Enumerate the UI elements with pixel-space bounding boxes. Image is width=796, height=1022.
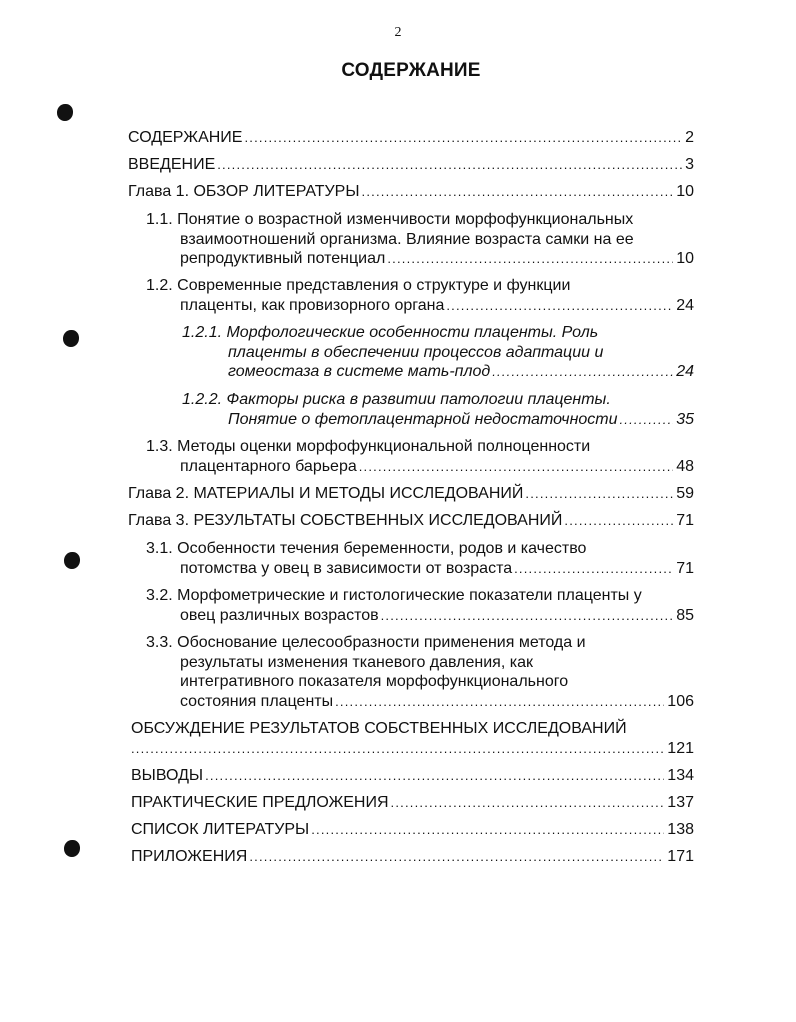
toc-entry-section-3-2[interactable] <box>146 586 694 625</box>
toc-entry-title: ПРИЛОЖЕНИЯ <box>131 848 248 865</box>
toc-entry-title: плаценты, как провизорного органа <box>180 296 445 314</box>
toc-page-number: 138 <box>667 821 694 838</box>
toc-entry-title: ВВЕДЕНИЕ <box>128 156 216 173</box>
toc-entry-practical-proposals[interactable] <box>131 793 694 813</box>
toc-page-number: 10 <box>676 250 694 267</box>
toc-entry-title: потомства у овец в зависимости от возраста <box>180 559 513 577</box>
toc-entry-title: Глава 3. РЕЗУЛЬТАТЫ СОБСТВЕННЫХ ИССЛЕДОВАНИЙ <box>128 512 563 529</box>
toc-page-number: 24 <box>676 296 694 314</box>
dot-leader <box>249 847 664 867</box>
toc-page-number: 2 <box>685 129 694 146</box>
toc-entry-contents[interactable] <box>128 128 694 148</box>
dot-leader <box>514 559 673 579</box>
dot-leader <box>391 793 665 813</box>
toc-entry-line: взаимоотношений организма. Влияние возраста самки на ее <box>180 230 634 248</box>
toc-entry-line: 3.1. Особенности течения беременности, родов и качество <box>146 540 587 557</box>
toc-entry-title: состояния плаценты <box>180 692 334 710</box>
toc-entry-section-1-2-1[interactable] <box>182 323 694 382</box>
punch-hole <box>64 552 80 569</box>
toc-page-number: 48 <box>676 457 694 475</box>
toc-page-number: 10 <box>676 183 694 200</box>
toc-entry-chapter-3[interactable] <box>128 511 694 531</box>
toc-page-number: 3 <box>685 156 694 173</box>
toc-page-number: 85 <box>676 606 694 624</box>
toc-entry-chapter-1[interactable] <box>128 182 694 202</box>
dot-leader <box>217 155 682 175</box>
toc-entry-conclusions[interactable] <box>131 766 694 786</box>
dot-leader <box>446 296 673 316</box>
toc-page-number: 137 <box>667 794 694 811</box>
toc-entry-title: гомеостаза в системе мать-плод <box>228 363 491 380</box>
dot-leader <box>564 511 673 531</box>
toc-entry-title: ПРАКТИЧЕСКИЕ ПРЕДЛОЖЕНИЯ <box>131 794 389 811</box>
toc-entry-line: интегративного показателя морфофункционального <box>180 673 569 690</box>
toc-entry-section-3-3[interactable] <box>146 633 694 711</box>
toc-page-number: 71 <box>676 559 694 577</box>
toc-entry-line: ОБСУЖДЕНИЕ РЕЗУЛЬТАТОВ СОБСТВЕННЫХ ИССЛЕДОВАНИЙ <box>131 720 627 737</box>
dot-leader <box>359 457 673 477</box>
toc-entry-title: Глава 1. ОБЗОР ЛИТЕРАТУРЫ <box>128 183 360 200</box>
toc-entry-title: ВЫВОДЫ <box>131 767 204 784</box>
toc-entry-line: 1.2.1. Морфологические особенности плаценты. Роль <box>182 324 599 341</box>
dot-leader <box>362 182 674 202</box>
toc-entry-line: 1.3. Методы оценки морфофункциональной полноценности <box>146 438 591 455</box>
toc-page-number: 121 <box>667 739 694 757</box>
toc-entry-title: овец различных возрастов <box>180 606 379 624</box>
dot-leader <box>244 128 682 148</box>
toc-entry-title: репродуктивный потенциал <box>180 250 386 267</box>
toc-entry-section-1-2-2[interactable] <box>182 390 694 429</box>
toc-page-number: 171 <box>667 848 694 865</box>
toc-entry-title: Глава 2. МАТЕРИАЛЫ И МЕТОДЫ ИССЛЕДОВАНИЙ <box>128 485 524 502</box>
dot-leader <box>492 362 673 382</box>
toc-page-number: 106 <box>667 692 694 710</box>
dot-leader <box>525 484 673 504</box>
toc-entry-line: плаценты в обеспечении процессов адаптации и <box>228 343 604 361</box>
toc-entry-section-1-3[interactable] <box>146 437 694 476</box>
toc-entry-line: 1.1. Понятие о возрастной изменчивости морфофункциональных <box>146 211 634 228</box>
dot-leader <box>335 692 664 712</box>
toc-entry-line: результаты изменения тканевого давления, как <box>180 653 533 671</box>
toc-entry-appendices[interactable] <box>131 847 694 867</box>
punch-hole <box>64 840 80 857</box>
toc-entry-title: Понятие о фетоплацентарной недостаточности <box>228 410 618 428</box>
toc-entry-line: 3.3. Обоснование целесообразности применения метода и <box>146 634 586 651</box>
page-title: СОДЕРЖАНИЕ <box>341 60 481 81</box>
toc-entry-discussion[interactable] <box>131 719 694 758</box>
toc-page-number: 24 <box>676 363 694 380</box>
page-number: 2 <box>394 25 402 40</box>
toc-page-number: 134 <box>667 767 694 784</box>
dot-leader <box>131 739 664 759</box>
toc-entry-title: СОДЕРЖАНИЕ <box>128 129 243 146</box>
toc-entry-title: плацентарного барьера <box>180 457 357 475</box>
toc-entry-section-3-1[interactable] <box>146 539 694 578</box>
punch-hole <box>57 104 73 121</box>
toc-entry-introduction[interactable] <box>128 155 694 175</box>
toc-page-number: 59 <box>676 485 694 502</box>
toc-entry-title: СПИСОК ЛИТЕРАТУРЫ <box>131 821 310 838</box>
toc-entry-section-1-1[interactable] <box>146 210 694 269</box>
dot-leader <box>311 820 664 840</box>
dot-leader <box>620 410 674 430</box>
toc-entry-references[interactable] <box>131 820 694 840</box>
toc-entry-chapter-2[interactable] <box>128 484 694 504</box>
toc-page-number: 71 <box>676 512 694 529</box>
toc-entry-section-1-2[interactable] <box>146 276 694 315</box>
toc-entry-line: 1.2.2. Факторы риска в развитии патологии плаценты. <box>182 391 611 408</box>
toc-entry-line: 1.2. Современные представления о структуре и функции <box>146 277 571 294</box>
dot-leader <box>205 766 664 786</box>
toc-page-number: 35 <box>676 410 694 428</box>
punch-hole <box>63 330 79 347</box>
dot-leader <box>387 249 673 269</box>
toc-entry-line: 3.2. Морфометрические и гистологические показатели плаценты у <box>146 587 642 604</box>
dot-leader <box>381 606 674 626</box>
